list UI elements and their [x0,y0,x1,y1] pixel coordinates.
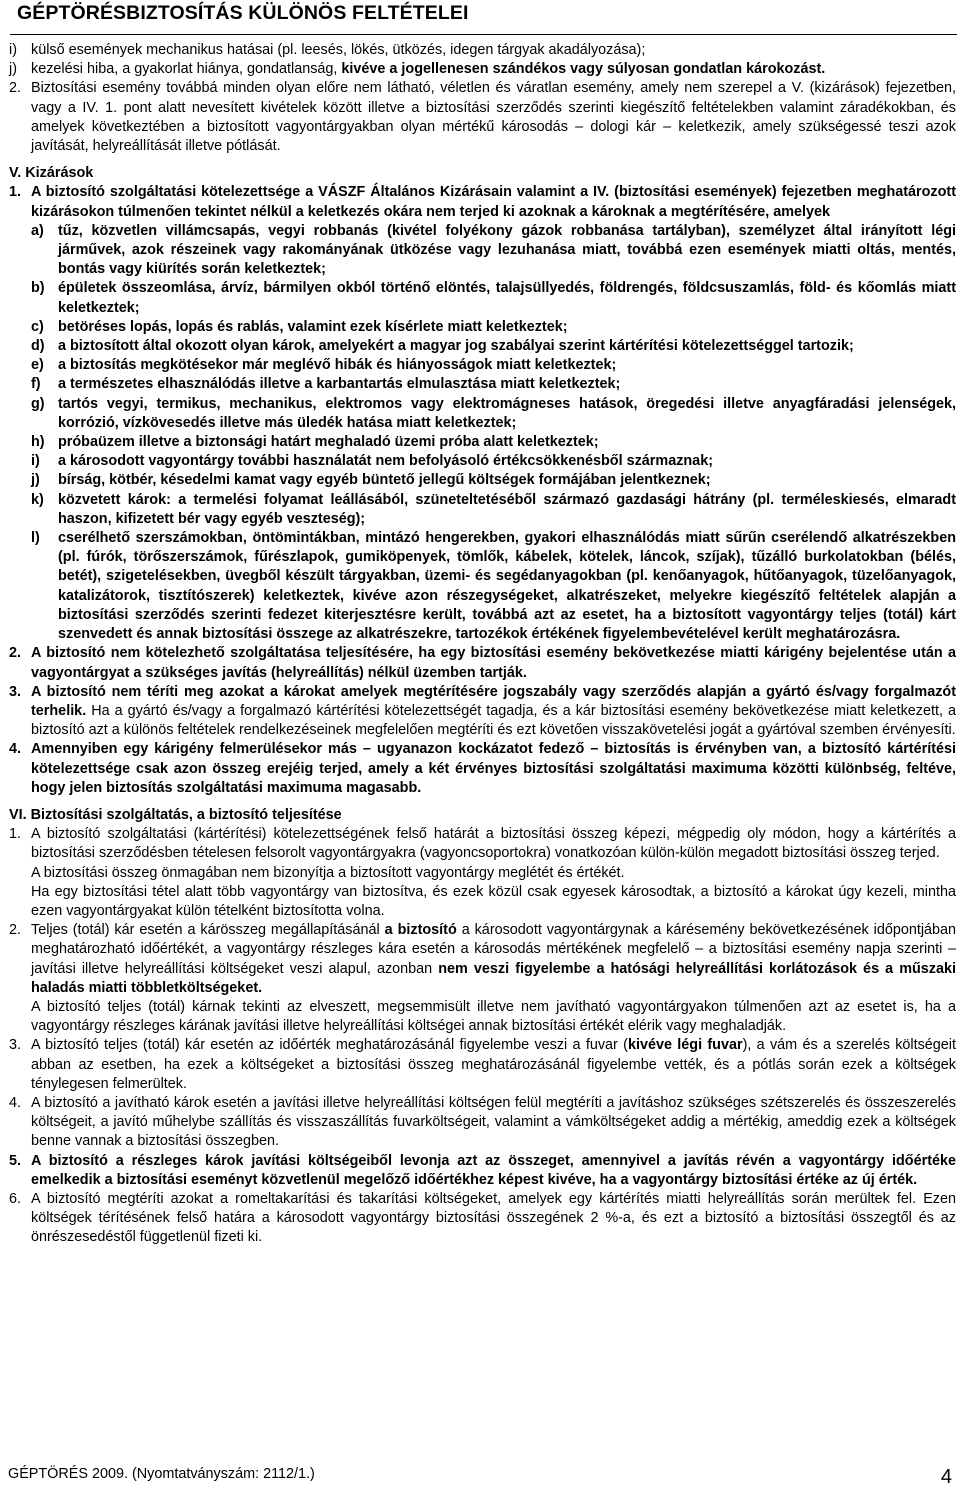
paragraph-text-bold: a biztosító [384,922,457,939]
item-label: d) [31,338,45,355]
paragraph-number: 6. [9,1190,22,1207]
item-label: g) [31,395,45,412]
list-item [9,60,956,79]
paragraph [9,1190,956,1248]
footer-text: GÉPTÖRÉS 2009. (Nyomtatványszám: 2112/1.) [8,1466,315,1482]
item-text: betöréses lopás, lopás és rablás, valamint ezek kísérlete miatt keletkeztek; [58,318,568,335]
item-text: tartós vegyi, termikus, mechanikus, elektromos vagy elektromágneses hatások, öregedési illetve anyagfáradási jelenségek, korrózió, vízkövesedés illetve más üledék hatása miatt keletkeztek; [58,395,956,431]
paragraph-text-plain: Ha a gyártó és/vagy a forgalmazó kártérítési kötelezettségét tagadja, és a kár biztosítási esemény bekövetkezése miatt keletkezett, a biztosító azt a különös feltételek rendelkezéseinek megfelelően megtéríti és ezt követően visszakövetelési jogát a gyártóval szemben érvényesíti. [31,702,956,739]
document-title: GÉPTÖRÉSBIZTOSÍTÁS KÜLÖNÖS FELTÉTELEI [17,2,469,24]
exclusion-item [9,471,956,490]
paragraph-text: A biztosító szolgáltatási kötelezettsége a VÁSZF Általános Kizárásain valamint a IV. (biztosítási események) fejezetben meghatározott kizárásokon túlmenően tekintet nélkül a keletkezés okára nem terjed ki azoknak a károknak a megtérítésére, amelyek [31,184,956,220]
paragraph-text-part: A biztosító teljes (totál) kárnak tekinti az elveszett, megsemmisült illetve nem javítható vagyontárgyakon túlmenően azt az esetet is, ha a vagyontárgy részleges kárának javítási illetve helyreállítási költségei annak biztosítási értékét elérik vagy meghaladják. [31,998,956,1035]
paragraph-number: 5. [9,1152,22,1169]
paragraph-text [31,683,956,741]
exclusion-item [9,395,956,433]
paragraph-number: 4. [9,741,22,758]
paragraph-text [31,1036,956,1094]
item-label: c) [31,318,44,335]
section-heading: VI. Biztosítási szolgáltatás, a biztosító teljesítése [9,806,342,823]
paragraph-text-bold: kivéve légi fuvar [627,1037,743,1054]
paragraph-text-bold: A biztosító nem téríti meg azokat a károkat amelyek megtérítésére jogszabály vagy szerződés alapján a gyártó és/vagy forgalmazót terhelik. [31,683,956,719]
item-label: i) [31,453,40,470]
exclusion-item [9,318,956,337]
item-label: j) [31,472,40,489]
item-text: tűz, közvetlen villámcsapás, vegyi robbanás (kivétel folyékony gázok robbanása tartályban), személyzet által irányított légi járművek, azok részeinek vagy rakományának ütközése vagy lezuhanása miatt, továbbá ezen események miatti oltás, mentés, bontás vagy kiürítés során keletkeztek; [58,222,956,278]
paragraph [9,183,956,221]
paragraph [9,79,956,156]
item-text: a természetes elhasználódás illetve a karbantartás elmulasztása miatt keletkeztek; [58,376,621,393]
paragraph-text: Amennyiben egy kárigény felmerülésekor más – ugyanazon kockázatot fedező – biztosítás is érvényben van, a biztosító kártérítési kötelezettsége csak azon összeg erejéig terjed, amely a két érvényes biztosítási szolgáltatási maximuma közötti különbség, feltéve, hogy jelen biztosítás szolgáltatási maximuma magasabb. [31,741,956,796]
item-text: bírság, kötbér, késedelmi kamat vagy egyéb büntető jellegű költségek formájában jelentkeznek; [58,472,711,489]
title-divider [10,34,957,35]
paragraph-number: 2. [9,922,22,939]
item-label: a) [31,222,44,239]
item-text: próbaüzem illetve a biztonsági határt meghaladó üzemi próba alatt keletkeztek; [58,434,599,451]
paragraph-text-plain: a károsodott vagyontárgynak a kárésemény bekövetkezésének időpontjában meghatározható időértékét, a vagyontárgy részleges kára esetén a károsodás mértékének megfelelő – a biztosítási esemény napja szerinti – javítási illetve helyreállítási költségeket veszi alapul, azonban [31,922,957,977]
item-label: b) [31,280,45,297]
paragraph-text-part: A biztosító szolgáltatási (kártérítési) kötelezettségének felső határát a biztosítási összeg képezi, mégpedig oly módon, hogy a kártérítés a biztosítási szerződésben tételesen felsorolt vagyontárgyakra (vagyoncsoportokra) vonatkozóan külön-külön megadott biztosítási összeg terjed. [31,826,956,862]
item-label: j) [9,61,17,78]
list-item [9,41,956,60]
item-label: i) [9,42,17,58]
exclusions-list [9,222,956,644]
paragraph [9,1152,956,1190]
paragraph-text-plain: A biztosító teljes (totál) kár esetén az időérték meghatározásánál figyelembe veszi a fuvar ( [31,1037,628,1054]
paragraph-text-bold: nem veszi figyelembe a hatósági helyreállítási korlátozások és a műszaki haladás miatti többletköltségeket. [31,960,956,996]
exclusion-item [9,279,956,317]
item-label: e) [31,357,44,374]
paragraph-text-plain: Teljes (totál) kár esetén a kárösszeg megállapításánál [31,922,380,939]
exclusion-item [9,375,956,394]
paragraph-number: 1. [9,184,22,201]
paragraph-text: A biztosító megtéríti azokat a romeltakarítási és takarítási költségeket, amelyek egy kártérítés miatti helyreállítás során merültek fel. Ezen költségek térítésének felső határa a károsodott vagyontárgy biztosítási összegének 2 %-a, és ezt a biztosító a biztosítási összegtől és az önrészesedéstől függetlenül fizeti ki. [31,1190,956,1246]
exclusion-item [9,491,956,529]
paragraph-number: 3. [9,1037,22,1054]
item-text: cserélhető szerszámokban, öntömintákban, mintázó hengerekben, gyakori elhasználódás miatt sűrűn cserélendő alkatrészekben (pl. fúrók, törőszerszámok, fűrészlapok, gumiköpenyek, tömlők, kábelek, kötelek, láncok, szíjak), tűzálló burkolatokban (bélés, betét), szigetelésekben, üvegből készült tárgyakban, üzemi- és segédanyagokban (pl. kenőanyagok, hűtőanyagok, tüzelőanyagok, katalizátorok, tisztítószerek) keletkeztek, kivéve azon részegységeket, alkatrészeket, melyekre kiegészítő feltételek alapján a biztosítási szerződés szerinti fedezet kiterjesztésre került, továbbá azt az esetet, ha a biztosított vagyontárgy teljes (totál) kárt szenvedett és annak biztosítási összege az alkatrészekre, tartozékok értékének figyelembevételével került meghatározásra. [58,530,956,643]
paragraph-text: A biztosító a részleges károk javítási költségeiből levonja azt az összeget, amennyivel a javítás révén a vagyontárgy időértéke emelkedik a biztosítási eseményt közvetlenül megelőző időértékhez képest kivéve, ha a vagyontárgy biztosítási értéke az új érték. [31,1152,956,1188]
paragraph-number: 4. [9,1094,22,1111]
paragraph-text: A biztosító nem kötelezhető szolgáltatása teljesítésére, ha egy biztosítási esemény bekövetkezése miatti kárigény bejelentése után a vagyontárgyat a szükséges javítás (helyreállítás) nélkül üzemben tartják. [31,645,956,681]
item-label: l) [31,530,40,547]
paragraph-number: 2. [9,80,22,97]
paragraph-number: 1. [9,826,22,843]
item-text: a biztosítás megkötésekor már meglévő hibák és hiányosságok miatt keletkeztek; [58,357,617,374]
item-text: közvetett károk: a termelési folyamat leállásából, szüneteltetéséből származó gazdasági hátrány (pl. terméleskiesés, elmaradt haszon, kifizetett bér vagy egyéb veszteség); [58,491,956,527]
document-body [9,41,956,1248]
paragraph [9,1094,956,1152]
item-text: külső események mechanikus hatásai (pl. leesés, lökés, ütközés, idegen tárgyak akadályozása); [31,42,646,58]
exclusion-item [9,337,956,356]
item-text-bold: kivéve a jogellenesen szándékos vagy súlyosan gondatlan károkozást. [341,61,826,78]
item-text: a károsodott vagyontárgy további használatát nem befolyásoló értékcsökkenésből származnak; [58,453,713,470]
item-text: a biztosított által okozott olyan károk, amelyekért a magyar jog szabályai szerint kártérítési kötelezettséggel tartozik; [58,338,854,355]
item-text [31,60,956,79]
exclusion-item [9,222,956,280]
exclusion-item [9,452,956,471]
paragraph [9,825,956,921]
page-number: 4 [940,1466,952,1488]
paragraph-text: Biztosítási esemény továbbá minden olyan előre nem látható, véletlen és váratlan esemény, amely nem szerepel a V. (kizárások) fejezetben, vagy a IV. 1. pont alatt nevesített kivételek között illetve a biztosítási szerződés szerinti kiegészítő feltételekben valamint záradékokban, és amelyek következtében a biztosított vagyontárgyakban olyan mértékű károsodás – dologi kár – keletkezik, amely szükségessé teszi azok javítását, helyreállítását illetve pótlását. [31,80,956,155]
paragraph-text-part: Ha egy biztosítási tétel alatt több vagyontárgy van biztosítva, és ezek közül csak egyesek károsodtak, a biztosító a károkat úgy kezeli, mintha ezen vagyontárgyakat külön tételként biztosította volna. [31,883,956,919]
paragraph-text-plain: ), a vám és a szerelés költségeit abban az esetben, ha ezek a költségeket a biztosítási összeg meghatározásánál figyelembe vették, és a pótlás során ezek a költségek ténylegesen felmerültek. [31,1037,956,1092]
paragraph-text [31,825,956,921]
item-label: h) [31,434,45,451]
paragraph-number: 2. [9,645,22,662]
paragraph [9,740,956,798]
paragraph [9,683,956,741]
item-text-plain: kezelési hiba, a gyakorlat hiánya, gondatlanság, [31,61,338,78]
exclusion-item [9,433,956,452]
item-label: f) [31,376,41,393]
item-label: k) [31,491,44,508]
item-text: épületek összeomlása, árvíz, bármilyen okból történő elöntés, talajsüllyedés, földrengés, földcsuszamlás, föld- és kőomlás miatt keletkeztek; [58,280,956,316]
paragraph [9,1036,956,1094]
exclusion-item [9,529,956,644]
paragraph [9,644,956,682]
paragraph-text: A biztosító a javítható károk esetén a javítási illetve helyreállítási költségen felül megtéríti a javításhoz szükséges szétszerelés és összeszerelés költségeit, a javító műhelybe szállítás és visszaszállítás fuvarköltségeit, valamint a vámköltségeket addig a mértékig, ameddig ezek a költségek benne vannak a biztosítási összegben. [31,1094,956,1150]
paragraph-text-part [31,921,956,998]
paragraph-text [31,921,956,1036]
section-heading: V. Kizárások [9,165,94,182]
paragraph [9,921,956,1036]
paragraph-text-part: A biztosítási összeg önmagában nem bizonyítja a biztosított vagyontárgy meglétét és értékét. [31,864,625,881]
exclusion-item [9,356,956,375]
paragraph-number: 3. [9,683,22,700]
